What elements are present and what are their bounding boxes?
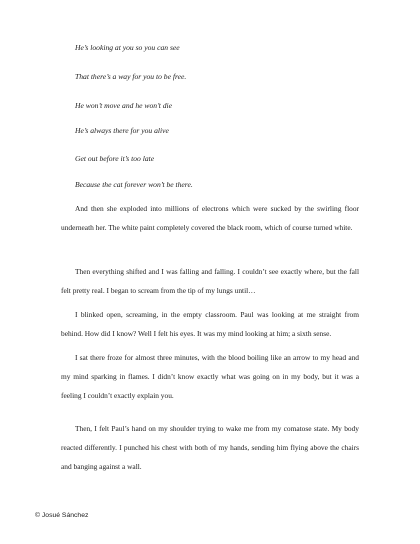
paragraph-4: I sat there froze for almost three minutes, with the blood boiling like an arrow to my head and my mind sparking in flames. I didn’t know exactly what was going on in my body, but it was a feeling I couldn’t exactly explain you.	[61, 353, 359, 401]
paragraph-3: I blinked open, screaming, in the empty classroom. Paul was looking at me straight from behind. How did I know? Well I felt his eyes. It was my mind looking at him; a sixth sense.	[61, 310, 359, 339]
verse-line-3: He won’t move and he won’t die	[75, 101, 173, 110]
verse-line-1: He’s looking at you so you can see	[75, 43, 180, 52]
copyright-footer: © Josué Sánchez	[35, 512, 89, 519]
paragraph-5: Then, I felt Paul’s hand on my shoulder trying to wake me from my comatose state. My body reacted differently. I punched his chest with both of my hands, sending him flying above the chairs and banging against a wall.	[61, 424, 359, 472]
verse-line-2: That there’s a way for you to be free.	[75, 72, 187, 81]
verse-line-5: Get out before it’s too late	[75, 154, 155, 163]
paragraph-2: Then everything shifted and I was falling and falling. I couldn’t see exactly where, but the fall felt pretty real. I began to scream from the tip of my lungs until…	[61, 267, 359, 296]
verse-line-4: He’s always there for you alive	[75, 126, 169, 135]
paragraph-1: And then she exploded into millions of electrons which were sucked by the swirling floor underneath her. The white paint completely covered the black room, which of course turned white.	[61, 204, 359, 233]
verse-line-6: Because the cat forever won’t be there.	[75, 180, 193, 189]
